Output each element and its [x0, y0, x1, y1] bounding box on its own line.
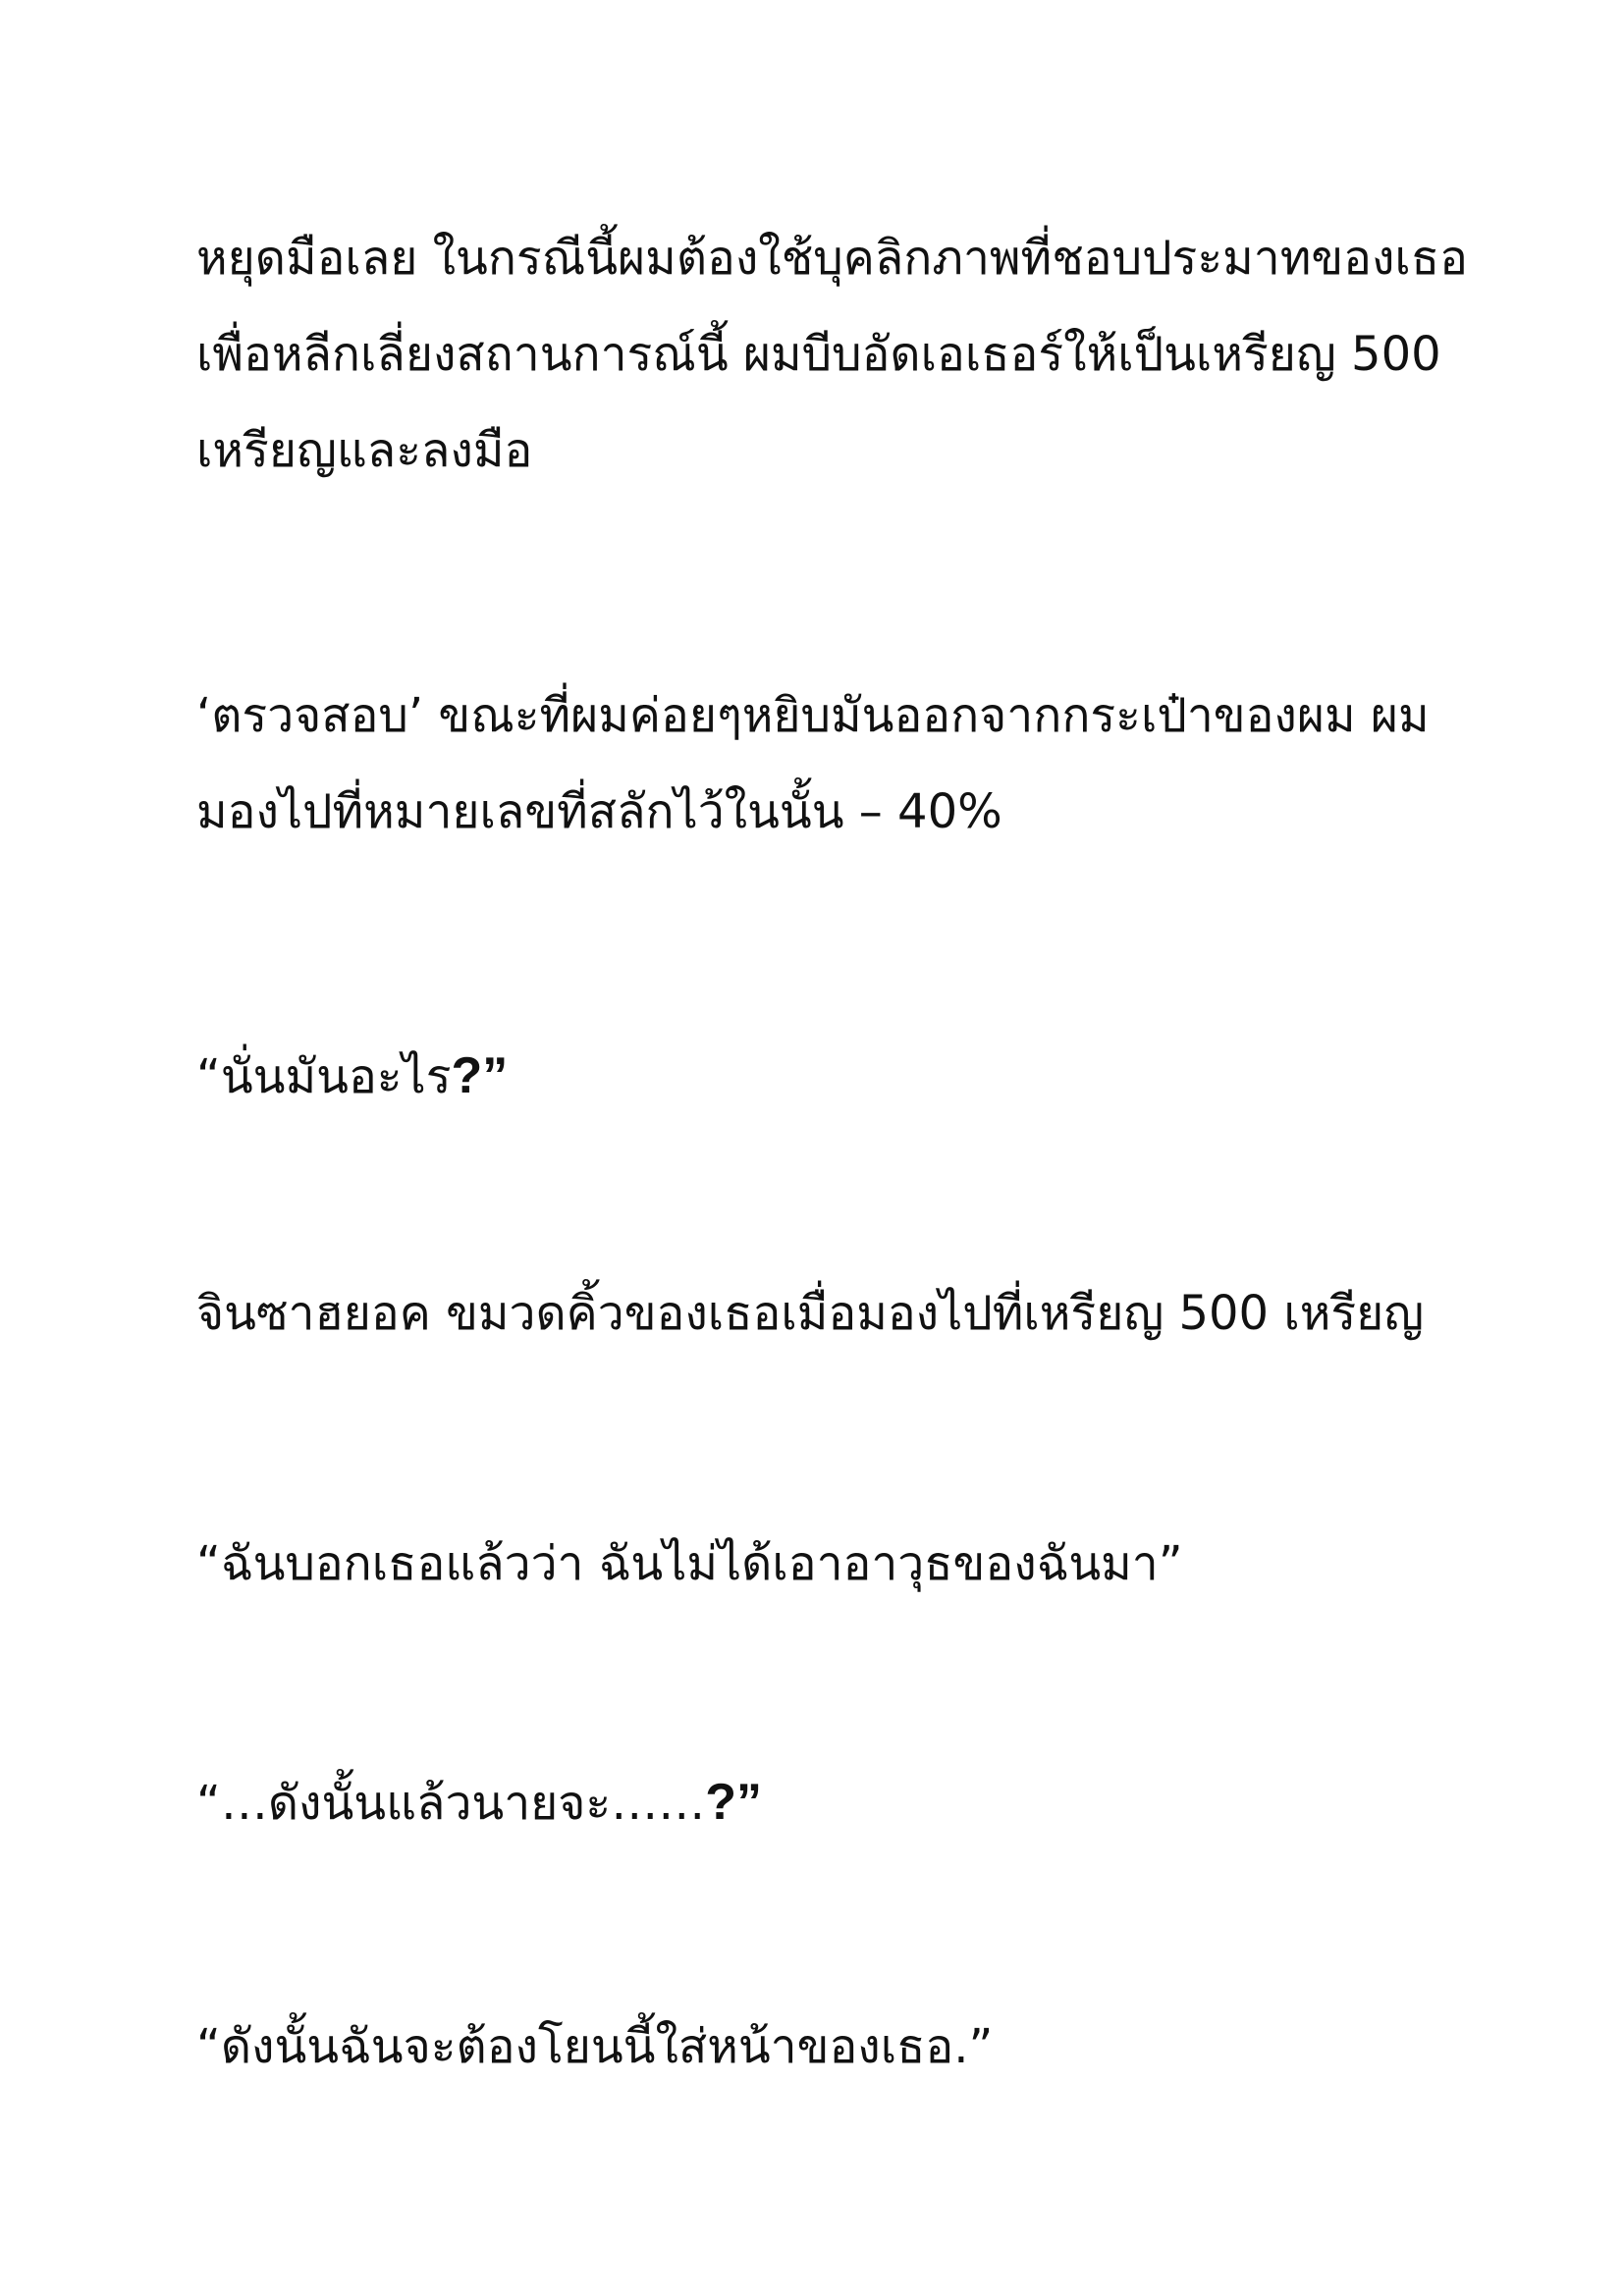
dialogue-text: “ดังนั้นฉันจะต้องโยนนี้ใส่หน้าของเธอ.”	[196, 2019, 994, 2074]
dialogue-throw-at-face	[196, 1999, 1453, 2095]
dialogue-what-is-that	[196, 1028, 1453, 1125]
dialogue-text: “ฉันบอกเธอแล้วว่า ฉันไม่ได้เอาอาวุธของฉันมา”	[196, 1536, 1183, 1591]
paragraph-inspect	[196, 667, 1453, 860]
dialogue-so-then	[196, 1754, 1453, 1851]
dialogue-no-weapon	[196, 1516, 1453, 1612]
dialogue-text: “…ดังนั้นแล้วนายจะ……	[196, 1776, 706, 1831]
text-line: หยุดมือเลย ในกรณีนี้ผมต้องใช้บุคลิกภาพที่ชอบประมาทของเธอ	[196, 231, 1468, 286]
text-line: เหรียญและลงมือ	[196, 423, 533, 478]
dialogue-text: “นั่นมันอะไร	[196, 1049, 452, 1104]
text-line: มองไปที่หมายเลขที่สลักไว้ในนั้น – 40%	[196, 784, 1002, 839]
dialogue-question-mark: ?”	[705, 1774, 762, 1831]
narration-text: จินซาฮยอค ขมวดคิ้วของเธอเมื่อมองไปที่เหรียญ 500 เหรียญ	[196, 1286, 1425, 1341]
text-line: ‘ตรวจสอบ’ ขณะที่ผมค่อยๆหยิบมันออกจากกระเป๋าของผม ผม	[196, 688, 1430, 743]
paragraph-hands-stop	[196, 210, 1468, 499]
dialogue-question-mark: ?”	[451, 1047, 509, 1104]
paragraph-frown	[196, 1265, 1453, 1362]
text-line: เพื่อหลีกเลี่ยงสถานการณ์นี้ ผมบีบอัดเอเธอร์ให้เป็นเหรียญ 500	[196, 327, 1441, 382]
